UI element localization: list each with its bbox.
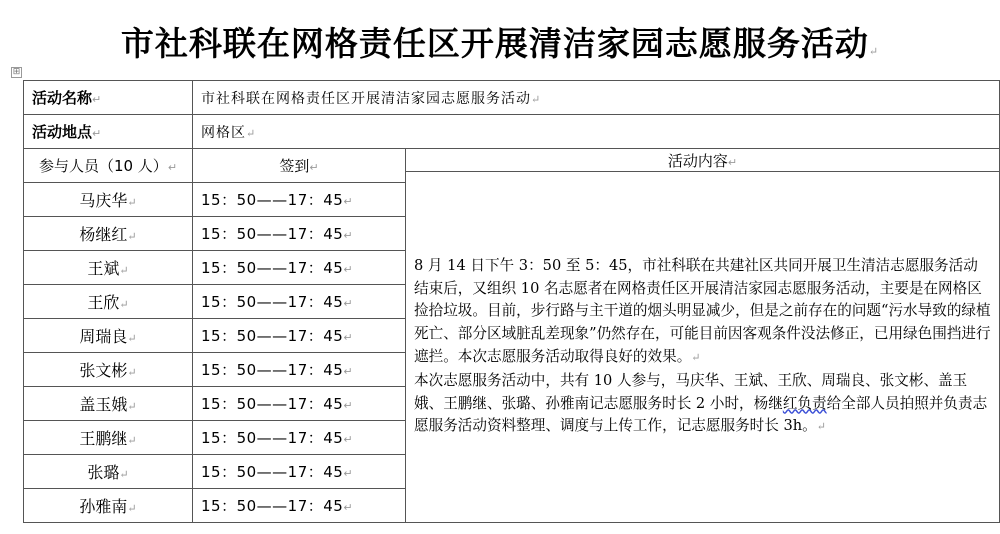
table-move-handle-icon[interactable]: ⊞ [12,67,21,77]
participant-time: 15：50——17：45↵ [193,455,406,489]
participant-time: 15：50——17：45↵ [193,353,406,387]
location-value: 网格区↵ [193,115,1000,149]
activity-name-label: 活动名称↵ [24,81,193,115]
content-paragraph-1: 8 月 14 日下午 3：50 至 5：45，市社科联在共建社区共同开展卫生清洁志愿服务活动结束后，又组织 10 名志愿者在网格责任区开展清洁家园志愿服务活动，主要是在网格区捡拾垃圾。目前，步行路与主干道的烟头明显减少，但是之前存在的问题“污水导致的绿植死亡、部分区域脏乱差现象”仍然存在，可能目前因客观条件没法修正，已用绿色围挡进行遮拦。本次志愿服务活动取得良好的效果。↵ [414,256,991,365]
paragraph-mark: ↵ [868,45,880,58]
participant-name: 杨继红↵ [24,217,193,251]
participant-time: 15：50——17：45↵ [193,251,406,285]
participants-header: 参与人员（10 人）↵ [24,149,193,183]
document-title [0,18,1000,65]
header-row [24,149,1000,172]
participant-name: 张文彬↵ [24,353,193,387]
participant-name: 周瑞良↵ [24,319,193,353]
participant-name: 王欣↵ [24,285,193,319]
content-header: 活动内容↵ [406,149,1000,172]
spellcheck-underline: 红负责 [782,394,827,412]
participant-time: 15：50——17：45↵ [193,387,406,421]
participant-name: 张璐↵ [24,455,193,489]
signin-header: 签到↵ [193,149,406,183]
participant-name: 马庆华↵ [24,183,193,217]
participant-time: 15：50——17：45↵ [193,319,406,353]
location-row [24,115,1000,149]
activity-content [406,172,1000,523]
participant-name: 盖玉娥↵ [24,387,193,421]
participant-time: 15：50——17：45↵ [193,421,406,455]
activity-name-value: 市社科联在网格责任区开展清洁家园志愿服务活动↵ [193,81,1000,115]
participant-time: 15：50——17：45↵ [193,489,406,523]
participant-time: 15：50——17：45↵ [193,285,406,319]
participant-name: 王斌↵ [24,251,193,285]
participant-time: 15：50——17：45↵ [193,183,406,217]
document-title-text: 市社科联在网格责任区开展清洁家园志愿服务活动 [120,24,869,63]
location-label: 活动地点↵ [24,115,193,149]
participant-time: 15：50——17：45↵ [193,217,406,251]
activity-name-row [24,81,1000,115]
activity-table [23,80,1000,523]
participant-name: 孙雅南↵ [24,489,193,523]
content-paragraph-2: 本次志愿服务活动中，共有 10 人参与，马庆华、王斌、王欣、周瑞良、张文彬、盖玉娥、王鹏继、张璐、孙雅南记志愿服务时长 2 小时，杨继红负责给全部人员拍照并负责志愿服务活动资料整理、调度与上传工作，记志愿服务时长 3h。↵ [414,371,988,435]
participant-name: 王鹏继↵ [24,421,193,455]
